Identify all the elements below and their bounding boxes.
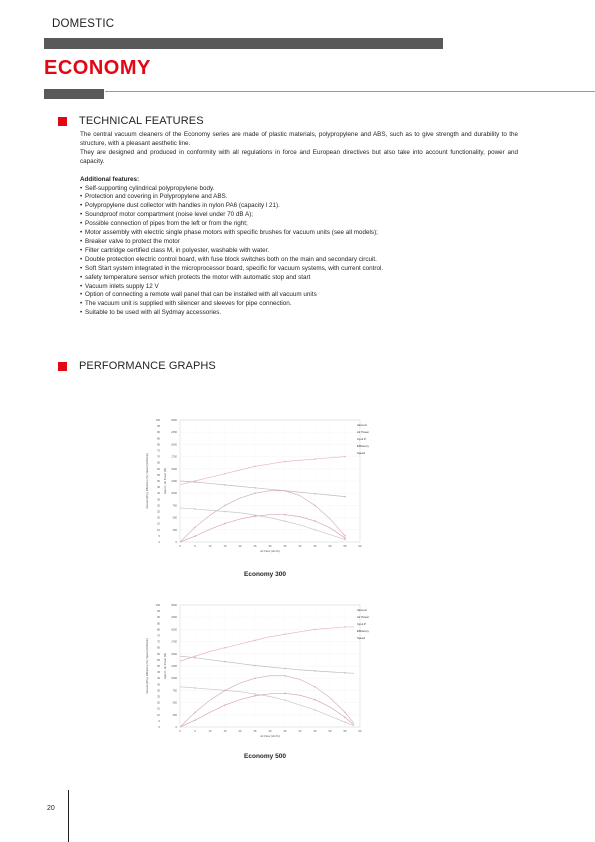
header-bar xyxy=(44,38,443,49)
data-point xyxy=(194,508,196,510)
data-point xyxy=(254,466,256,468)
x-tick-label: 60 xyxy=(358,730,362,733)
paragraph-1: The central vacuum cleaners of the Economy series are made of plastic materials, polypropylene and ABS, such as to give strength and durability to the structure, with a pleasant aesthetic line. xyxy=(80,131,518,147)
y-tick-label: 100 xyxy=(155,419,160,422)
data-point xyxy=(224,690,226,692)
x-tick-label: 45 xyxy=(313,730,317,733)
list-item: • The vacuum unit is supplied with silencer and sleeves for pipe connection. xyxy=(80,300,518,309)
data-point xyxy=(284,514,286,516)
list-item: • Suitable to be used with all Sydmay accessories. xyxy=(80,309,518,318)
data-point xyxy=(254,677,256,679)
data-point xyxy=(254,695,256,697)
y2-axis-label: Input P., Air Power (W) xyxy=(164,467,167,495)
y-tick-label: 35 xyxy=(157,683,160,687)
data-point xyxy=(254,515,256,517)
data-point xyxy=(314,686,316,688)
chart-caption: Economy 300 xyxy=(244,571,286,578)
data-point xyxy=(314,505,316,507)
y-tick-label: 65 xyxy=(157,646,160,650)
data-point xyxy=(344,537,346,539)
y-tick-label: 50 xyxy=(157,665,160,668)
data-point xyxy=(284,668,286,670)
x-tick-label: 30 xyxy=(268,545,272,548)
data-point xyxy=(224,661,226,663)
y2-tick-label: 1000 xyxy=(171,677,177,681)
y2-tick-label: 0 xyxy=(175,726,177,729)
y-tick-label: 60 xyxy=(157,652,160,656)
legend-label: Input P. xyxy=(357,622,367,626)
x-tick-label: 15 xyxy=(223,730,227,733)
chart-caption: Economy 500 xyxy=(244,753,286,760)
x-tick-label: 30 xyxy=(268,730,272,733)
data-point xyxy=(314,629,316,631)
list-item: • Filter cartridge certified class M, in polyester, washable with water. xyxy=(80,247,518,256)
legend-label: Vacuum xyxy=(357,423,368,427)
y-tick-label: 35 xyxy=(157,498,160,502)
data-point xyxy=(284,490,286,492)
data-point xyxy=(314,458,316,460)
y2-tick-label: 250 xyxy=(172,713,177,717)
list-item: • Protection and covering in Polypropylene and ABS. xyxy=(80,193,518,202)
y2-tick-label: 1500 xyxy=(171,467,177,471)
y-tick-label: 85 xyxy=(157,437,160,441)
x-tick-label: 35 xyxy=(283,730,287,733)
y-tick-label: 95 xyxy=(157,610,160,614)
y2-tick-label: 2250 xyxy=(171,431,177,435)
y-tick-label: 55 xyxy=(157,473,160,477)
y-tick-label: 80 xyxy=(157,443,160,447)
data-point xyxy=(314,709,316,711)
x-tick-label: 60 xyxy=(358,545,362,548)
y-tick-label: 45 xyxy=(157,486,160,490)
data-point xyxy=(194,687,196,689)
y-tick-label: 20 xyxy=(157,516,160,520)
data-point xyxy=(254,492,256,494)
y-tick-label: 45 xyxy=(157,671,160,675)
x-tick-label: 55 xyxy=(343,730,347,733)
list-item: • Soft Start system integrated in the microprocessor board, specific for vacuum systems, with current control. xyxy=(80,265,518,274)
legend-label: Efficiency xyxy=(357,629,369,633)
data-point xyxy=(194,535,196,537)
y2-tick-label: 1500 xyxy=(171,652,177,656)
legend-label: Speed xyxy=(357,451,366,455)
data-point xyxy=(284,675,286,677)
x-tick-label: 25 xyxy=(253,730,257,733)
data-point xyxy=(254,640,256,642)
x-tick-label: 20 xyxy=(238,730,242,733)
y2-tick-label: 750 xyxy=(172,504,177,508)
y2-tick-label: 500 xyxy=(172,516,177,520)
legend-label: Input P. xyxy=(357,437,367,441)
data-point xyxy=(194,527,196,529)
y-tick-label: 25 xyxy=(157,695,160,699)
x-tick-label: 0 xyxy=(179,730,181,733)
data-point xyxy=(284,693,286,695)
header-rule xyxy=(105,91,595,92)
y2-tick-label: 2250 xyxy=(171,616,177,620)
y2-tick-label: 2500 xyxy=(171,419,177,422)
y2-tick-label: 750 xyxy=(172,689,177,693)
x-tick-label: 5 xyxy=(194,545,196,548)
y-tick-label: 70 xyxy=(157,640,160,644)
y-tick-label: 15 xyxy=(157,707,160,711)
data-point xyxy=(224,505,226,507)
legend-label: Air Power xyxy=(357,615,370,619)
x-tick-label: 40 xyxy=(298,730,302,733)
paragraph-2: They are designed and produced in conformity with all regulations in force and European directives but also take into account functionality, power and capacity. xyxy=(80,148,518,165)
data-point xyxy=(314,529,316,531)
x-tick-label: 20 xyxy=(238,545,242,548)
y-tick-label: 40 xyxy=(157,492,160,496)
data-point xyxy=(194,719,196,721)
data-point xyxy=(344,456,346,458)
data-point xyxy=(284,520,286,522)
y-tick-label: 0 xyxy=(158,541,160,544)
data-point xyxy=(344,721,346,723)
y2-tick-label: 1250 xyxy=(171,480,177,483)
performance-graphs-heading: PERFORMANCE GRAPHS xyxy=(79,360,216,372)
y-tick-label: 5 xyxy=(158,534,160,538)
data-point xyxy=(344,626,346,628)
y-tick-label: 15 xyxy=(157,522,160,526)
data-point xyxy=(224,473,226,475)
data-point xyxy=(224,704,226,706)
legend-label: Air Power xyxy=(357,430,370,434)
y-tick-label: 10 xyxy=(157,713,160,717)
y-tick-label: 10 xyxy=(157,528,160,532)
data-point xyxy=(254,665,256,667)
data-point xyxy=(314,493,316,495)
y-tick-label: 100 xyxy=(155,604,160,607)
list-item: • Option of connecting a remote wall panel that can be installed with all vacuum units xyxy=(80,291,518,300)
x-tick-label: 15 xyxy=(223,545,227,548)
y2-tick-label: 1250 xyxy=(171,665,177,668)
x-tick-label: 50 xyxy=(328,545,332,548)
y2-tick-label: 1000 xyxy=(171,492,177,496)
data-point xyxy=(224,647,226,649)
y2-tick-label: 2000 xyxy=(171,443,177,447)
technical-text xyxy=(80,131,518,318)
x-tick-label: 35 xyxy=(283,545,287,548)
data-point xyxy=(254,487,256,489)
x-tick-label: 25 xyxy=(253,545,257,548)
y2-tick-label: 2500 xyxy=(171,604,177,607)
data-point xyxy=(284,699,286,701)
x-tick-label: 40 xyxy=(298,545,302,548)
chart-economy-300 xyxy=(144,414,374,554)
y-tick-label: 80 xyxy=(157,628,160,632)
y-tick-label: 30 xyxy=(157,504,160,508)
y2-tick-label: 500 xyxy=(172,701,177,705)
data-point xyxy=(344,496,346,498)
data-point xyxy=(194,657,196,659)
x-axis-label: Air Flow (dm³/s) xyxy=(260,734,280,738)
chart-economy-500 xyxy=(144,599,374,739)
page-title: ECONOMY xyxy=(44,57,151,79)
x-tick-label: 45 xyxy=(313,545,317,548)
data-point xyxy=(224,511,226,513)
footer-rule xyxy=(68,790,69,842)
x-tick-label: 0 xyxy=(179,545,181,548)
data-point xyxy=(314,670,316,672)
x-tick-label: 50 xyxy=(328,730,332,733)
list-item: • safety temperature sensor which protects the motor with automatic stop and start xyxy=(80,274,518,283)
y2-axis-label: Input P., Air Power (W) xyxy=(164,652,167,680)
data-point xyxy=(194,480,196,482)
data-point xyxy=(344,672,346,674)
data-point xyxy=(194,655,196,657)
page-number: 20 xyxy=(47,805,55,812)
x-axis-label: Air Flow (dm³/s) xyxy=(260,549,280,553)
y-tick-label: 50 xyxy=(157,480,160,483)
list-item: • Double protection electric control board, with fuse block switches both on the main and secondary circuit. xyxy=(80,256,518,265)
list-item: • Polypropylene dust collector with handles in nylon PA6 (capacity l 21). xyxy=(80,202,518,211)
y-tick-label: 55 xyxy=(157,658,160,662)
y-tick-label: 75 xyxy=(157,634,160,638)
y-axis-label: Vacuum (kPa), Efficiency (%), Speed (1000/min) xyxy=(146,638,149,694)
y-tick-label: 90 xyxy=(157,431,160,435)
y-axis-label: Vacuum (kPa), Efficiency (%), Speed (1000/min) xyxy=(146,453,149,509)
data-point xyxy=(254,693,256,695)
y-tick-label: 85 xyxy=(157,622,160,626)
data-point xyxy=(344,539,346,541)
data-point xyxy=(284,461,286,463)
list-item: • Soundproof motor compartment (noise level under 70 dB A); xyxy=(80,211,518,220)
list-item: • Breaker valve to protect the motor xyxy=(80,238,518,247)
y-tick-label: 20 xyxy=(157,701,160,705)
list-item: • Motor assembly with electric single phase motors with specific brushes for vacuum units (see all models); xyxy=(80,229,518,238)
bullet-square-icon xyxy=(58,117,67,126)
data-point xyxy=(314,520,316,522)
y-tick-label: 0 xyxy=(158,726,160,729)
x-tick-label: 55 xyxy=(343,545,347,548)
y-tick-label: 65 xyxy=(157,461,160,465)
data-point xyxy=(314,699,316,701)
y-tick-label: 30 xyxy=(157,689,160,693)
legend-label: Efficiency xyxy=(357,444,369,448)
legend-label: Vacuum xyxy=(357,608,368,612)
list-item: • Possible connection of pipes from the left or from the right; xyxy=(80,220,518,229)
y2-tick-label: 250 xyxy=(172,528,177,532)
technical-features-heading: TECHNICAL FEATURES xyxy=(79,115,204,127)
list-item: • Self-supporting cylindrical polypropylene body. xyxy=(80,185,518,194)
data-point xyxy=(344,716,346,718)
title-underbar xyxy=(44,89,104,99)
y2-tick-label: 0 xyxy=(175,541,177,544)
y-tick-label: 25 xyxy=(157,510,160,514)
additional-features-title: Additional features: xyxy=(80,175,140,183)
y-tick-label: 70 xyxy=(157,455,160,459)
x-tick-label: 5 xyxy=(194,730,196,733)
y-tick-label: 90 xyxy=(157,616,160,620)
legend-label: Speed xyxy=(357,636,366,640)
features-list xyxy=(80,185,518,319)
data-point xyxy=(224,484,226,486)
y-tick-label: 60 xyxy=(157,467,160,471)
data-point xyxy=(344,535,346,537)
y-tick-label: 40 xyxy=(157,677,160,681)
data-point xyxy=(224,523,226,525)
bullet-square-icon xyxy=(58,362,67,371)
y2-tick-label: 1750 xyxy=(171,640,177,644)
y2-tick-label: 1750 xyxy=(171,455,177,459)
y-tick-label: 95 xyxy=(157,425,160,429)
data-point xyxy=(344,712,346,714)
y-tick-label: 5 xyxy=(158,719,160,723)
section-label: DOMESTIC xyxy=(52,18,115,30)
x-tick-label: 10 xyxy=(208,730,212,733)
y2-tick-label: 2000 xyxy=(171,628,177,632)
list-item: • Vacuum inlets supply 12 V xyxy=(80,283,518,292)
data-point xyxy=(284,633,286,635)
x-tick-label: 10 xyxy=(208,545,212,548)
y-tick-label: 75 xyxy=(157,449,160,453)
data-point xyxy=(194,712,196,714)
